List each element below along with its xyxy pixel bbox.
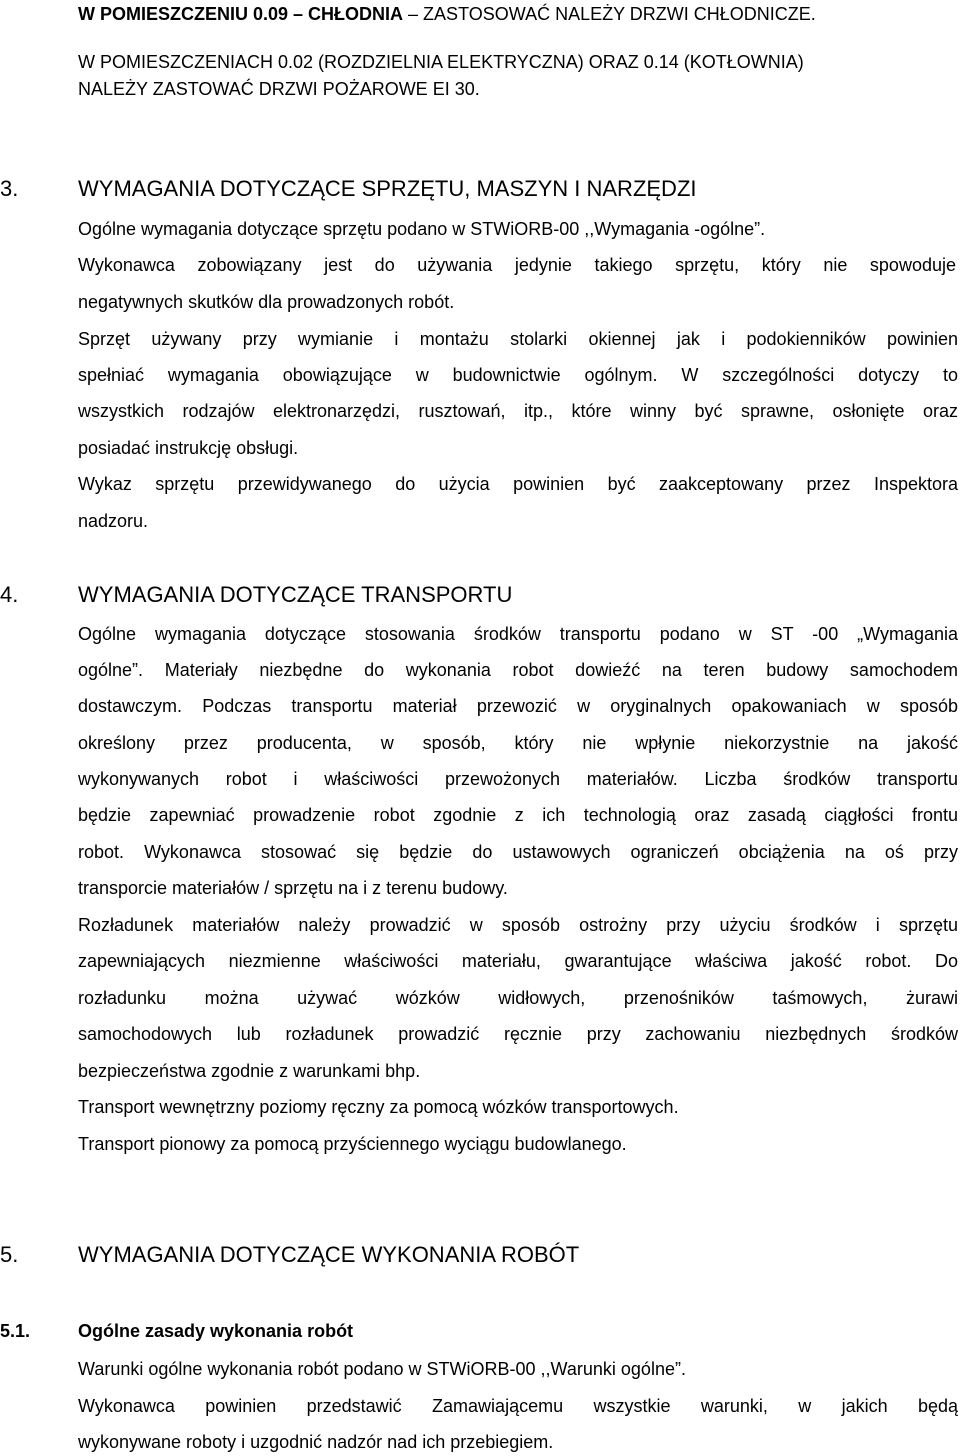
- s4-line-14: Transport wewnętrzny poziomy ręczny za pomocą wózków transportowych.: [78, 1097, 679, 1117]
- s3-line-7: posiadać instrukcję obsługi.: [78, 438, 299, 458]
- s4-line-6: będzie zapewniać prowadzenie robot zgodnie z ich technologią oraz zasadą ciągłości frontu: [78, 805, 958, 825]
- note-line-3: NALEŻY ZASTOWAĆ DRZWI POŻAROWE EI 30.: [78, 79, 480, 99]
- s4-line-8: transporcie materiałów / sprzętu na i z terenu budowy.: [78, 878, 508, 898]
- s4-line-13: bezpieczeństwa zgodnie z warunkami bhp.: [78, 1061, 421, 1081]
- s4-line-11: rozładunku można używać wózków widłowych, przenośników taśmowych, żurawi: [78, 988, 958, 1008]
- s3-line-5: spełniać wymagania obowiązujące w budownictwie ogólnym. W szczególności dotyczy to: [78, 365, 958, 385]
- s3-line-3: negatywnych skutków dla prowadzonych robót.: [78, 292, 455, 312]
- s4-line-5: wykonywanych robot i właściwości przewożonych materiałów. Liczba środków transportu: [78, 769, 958, 789]
- section-4-number: 4.: [0, 582, 19, 607]
- section-3-title: WYMAGANIA DOTYCZĄCE SPRZĘTU, MASZYN I NARZĘDZI: [78, 176, 697, 201]
- note-line-2: W POMIESZCZENIACH 0.02 (ROZDZIELNIA ELEKTRYCZNA) ORAZ 0.14 (KOTŁOWNIA): [78, 52, 804, 72]
- section-4-title: WYMAGANIA DOTYCZĄCE TRANSPORTU: [78, 582, 513, 607]
- section-5-title: WYMAGANIA DOTYCZĄCE WYKONANIA ROBÓT: [78, 1242, 580, 1267]
- s3-line-9: nadzoru.: [78, 511, 149, 531]
- s3-line-6: wszystkich rodzajów elektronarzędzi, rusztowań, itp., które winny być sprawne, osłonięte oraz: [78, 401, 958, 421]
- s3-line-4: Sprzęt używany przy wymianie i montażu stolarki okiennej jak i podokienników powinien: [78, 329, 958, 349]
- s4-line-9: Rozładunek materiałów należy prowadzić w sposób ostrożny przy użyciu środków i sprzętu: [78, 915, 958, 935]
- s4-line-1: Ogólne wymagania dotyczące stosowania środków transportu podano w ST -00 „Wymagania: [78, 624, 958, 644]
- s4-line-7: robot. Wykonawca stosować się będzie do ustawowych ograniczeń obciążenia na oś przy: [78, 842, 958, 862]
- s51-line-2: Wykonawca powinien przedstawić Zamawiającemu wszystkie warunki, w jakich będą: [78, 1396, 958, 1416]
- s4-line-15: Transport pionowy za pomocą przyściennego wyciągu budowlanego.: [78, 1134, 627, 1154]
- note-line-1: [78, 3, 816, 25]
- s51-line-3: wykonywane roboty i uzgodnić nadzór nad ich przebiegiem.: [78, 1432, 554, 1452]
- section-3-number: 3.: [0, 176, 19, 201]
- s4-line-2: ogólne”. Materiały niezbędne do wykonania robot dowieźć na teren budowy samochodem: [78, 660, 958, 680]
- s4-line-12: samochodowych lub rozładunek prowadzić ręcznie przy zachowaniu niezbędnych środków: [78, 1024, 958, 1044]
- section-5-number: 5.: [0, 1242, 19, 1267]
- s3-line-2: Wykonawca zobowiązany jest do używania jedynie takiego sprzętu, który nie spowoduje: [78, 255, 956, 275]
- note-line-1-rest: – ZASTOSOWAĆ NALEŻY DRZWI CHŁODNICZE.: [403, 4, 816, 24]
- s3-line-1: Ogólne wymagania dotyczące sprzętu podano w STWiORB-00 ,,Wymagania -ogólne”.: [78, 219, 766, 239]
- s51-line-1: Warunki ogólne wykonania robót podano w STWiORB-00 ,,Warunki ogólne”.: [78, 1359, 686, 1379]
- section-5-1-number: 5.1.: [0, 1321, 31, 1341]
- s4-line-10: zapewniających niezmienne właściwości materiału, gwarantujące właściwa jakość robot. Do: [78, 951, 958, 971]
- s3-line-8: Wykaz sprzętu przewidywanego do użycia powinien być zaakceptowany przez Inspektora: [78, 474, 958, 494]
- s4-line-4: określony przez producenta, w sposób, który nie wpłynie niekorzystnie na jakość: [78, 733, 958, 753]
- s4-line-3: dostawczym. Podczas transportu materiał przewozić w oryginalnych opakowaniach w sposób: [78, 696, 958, 716]
- section-5-1-title: Ogólne zasady wykonania robót: [78, 1321, 354, 1341]
- note-line-1-bold: W POMIESZCZENIU 0.09 – CHŁODNIA: [78, 4, 404, 24]
